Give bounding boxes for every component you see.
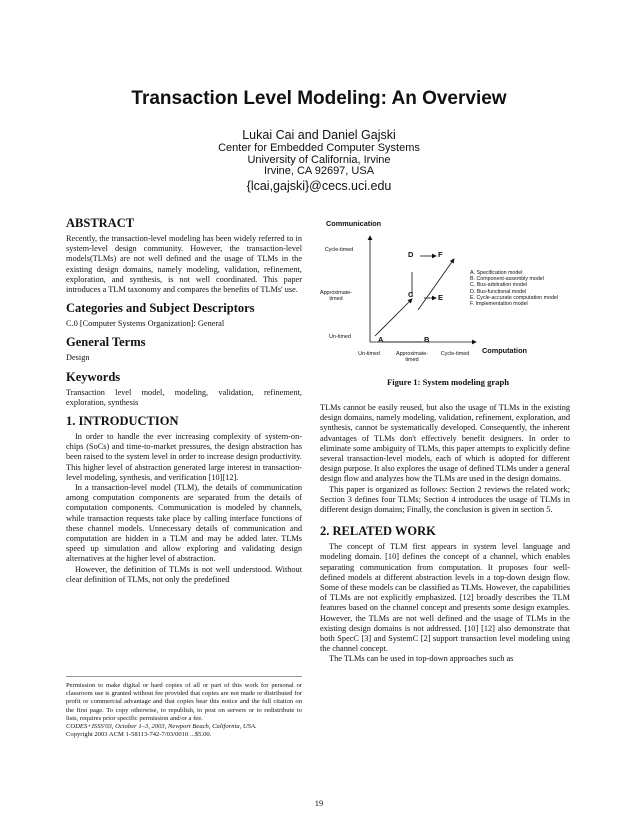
- intro-heading: 1. INTRODUCTION: [66, 414, 179, 429]
- city: Irvine, CA 92697, USA: [263, 165, 375, 177]
- related-paragraph-2: The TLMs can be used in top-down approaches such as: [329, 654, 514, 664]
- categories-heading: Categories and Subject Descriptors: [66, 301, 255, 316]
- y-axis-title: Communication: [326, 219, 382, 228]
- affiliation: Center for Embedded Computer Systems: [218, 142, 420, 154]
- legend-item-b: B. Component-assembly model: [470, 276, 544, 283]
- graph-legend: [470, 270, 558, 307]
- right-column: [320, 403, 570, 665]
- categories-text: C.0 [Computer Systems Organization]: General: [66, 319, 225, 329]
- point-b: B: [424, 335, 430, 344]
- legend-item-a: A. Specification model: [470, 270, 523, 276]
- author-names: Lukai Cai and Daniel Gajski: [242, 128, 396, 142]
- related-paragraph-1: The concept of TLM first appears in system level language and modeling domain. [10] defines the concept of a channel, which enables separating communication from computation. It proposes four well-defined models at different abstraction levels in a top-down design flow. Some of these models can be classified as TLMs. However, the capabilities of TLMs are not explicitly emphasized. [12] broadly describes the TLM features based on the channel concept and presents some design examples. However, the TLMs are not well defined and the usage of TLMs in the existing design domains is not addressed. [10] [12] also demonstrate that both SpecC [3] and SystemC [2] support transaction level modeling using the channel concept.: [320, 542, 570, 654]
- point-e: E: [438, 293, 444, 302]
- keywords-text: Transaction level model, modeling, validation, refinement, exploration, synthesis: [66, 387, 302, 407]
- point-d: D: [408, 250, 414, 259]
- abstract-heading: ABSTRACT: [66, 216, 135, 230]
- author-block: [0, 128, 638, 195]
- intro-paragraph-4: TLMs cannot be easily reused, but also the usage of TLMs in the existing design domains, namely modeling, validation, refinement, exploration, and synthesis, cannot be systematically developed. Consequently, the inherent advantages of TLMs don't effectively benefit designers. In order to eliminate some ambiguity of TLMs, this paper attempts to explicitly define several transaction-level models, each of which is adopted for different design purpose. It also explores the usage of defined TLMs under a general design flow and analyzes how the TLMs are used in the design domains.: [320, 403, 570, 484]
- legend-item-f: F. Implementation model: [470, 301, 528, 308]
- y-tick-cycle-timed: Cycle-timed: [324, 247, 354, 253]
- edge-a-c: [375, 299, 412, 336]
- figure-caption: Figure 1: System modeling graph: [386, 377, 510, 387]
- permission-notice: [66, 676, 302, 739]
- keywords-heading: Keywords: [66, 369, 121, 384]
- intro-paragraph-5: This paper is organized as follows: Section 2 reviews the related work; Section 3 defines four TLMs; Section 4 introduces the usage of TLMs in different design domains; Finally, the conclusion is given in section 5.: [320, 484, 570, 515]
- x-axis-title: Computation: [482, 346, 527, 355]
- intro-paragraph-3: However, the definition of TLMs is not well understood. Without clear definition of TLMs, not only the predefined: [66, 564, 302, 584]
- y-tick-untimed: Un-timed: [329, 334, 351, 340]
- edge-c-f: [418, 259, 454, 310]
- abstract-text: Recently, the transaction-level modeling has been widely referred to in system-level design community. However, the transaction-level models(TLMs) are not well defined and the usage of TLMs in the existing design domains, namely modeling, validation, refinement, exploration, and synthesis, is not well coordinated. This paper introduces a TLM taxonomy and compares the benefits of TLMs' use.: [66, 234, 302, 295]
- intro-paragraph-1: In order to handle the ever increasing complexity of system-on-chips (SoCs) and time-to-market pressures, the design abstraction has been raised to the system level in order to increase design productivity. This higher level of abstraction generated large interest in transaction-level modeling, synthesis, and verification [10][12].: [66, 432, 302, 482]
- point-f: F: [438, 250, 443, 259]
- author-email: {lcai,gajski}@cecs.uci.edu: [246, 178, 392, 193]
- x-tick-untimed: Un-timed: [358, 351, 380, 357]
- left-column: [66, 216, 302, 585]
- page-number: 19: [314, 798, 324, 808]
- copyright-info: Copyright 2003 ACM 1-58113-742-7/03/0010 ...$5.00.: [66, 731, 212, 739]
- paper-title: Transaction Level Modeling: An Overview: [131, 88, 507, 109]
- x-tick-approximate-timed: Approximate-timed: [395, 351, 429, 364]
- terms-heading: General Terms: [66, 335, 146, 350]
- point-c: C: [408, 290, 414, 299]
- university: University of California, Irvine: [247, 153, 391, 166]
- legend-item-d: D. Bus-functional model: [470, 288, 527, 295]
- x-tick-cycle-timed: Cycle-timed: [440, 351, 470, 357]
- related-heading: 2. RELATED WORK: [320, 524, 436, 539]
- permission-text: Permission to make digital or hard copies of all or part of this work for personal or classroom use is granted without fee provided that copies are not made or distributed for profit or commercial advantage and that copies bear this notice and the full citation on the first page. To copy otherwise, to republish, to post on servers or to redistribute to lists, requires prior specific permission and/or a fee.: [66, 682, 302, 722]
- y-tick-approximate-timed: Approximate-timed: [319, 290, 353, 303]
- system-modeling-graph: [318, 214, 578, 394]
- point-a: A: [378, 335, 384, 344]
- legend-item-e: E. Cycle-accurate computation model: [470, 294, 559, 301]
- legend-item-c: C. Bus-arbitration model: [470, 282, 528, 289]
- intro-paragraph-2: In a transaction-level model (TLM), the details of communication among computation components are separated from the details of computation components. Communication is modeled by channels, while transaction requests take place by calling interface functions of these channel models. Unnecessary details of communication and computation are hidden in a TLM and may be added later. TLMs speed up simulation and allow exploring and validating design alternatives at the higher level of abstraction.: [66, 483, 302, 564]
- terms-text: Design: [66, 353, 90, 363]
- conference-info: CODES+ISSS'03, October 1–3, 2003, Newport Beach, California, USA.: [66, 723, 257, 731]
